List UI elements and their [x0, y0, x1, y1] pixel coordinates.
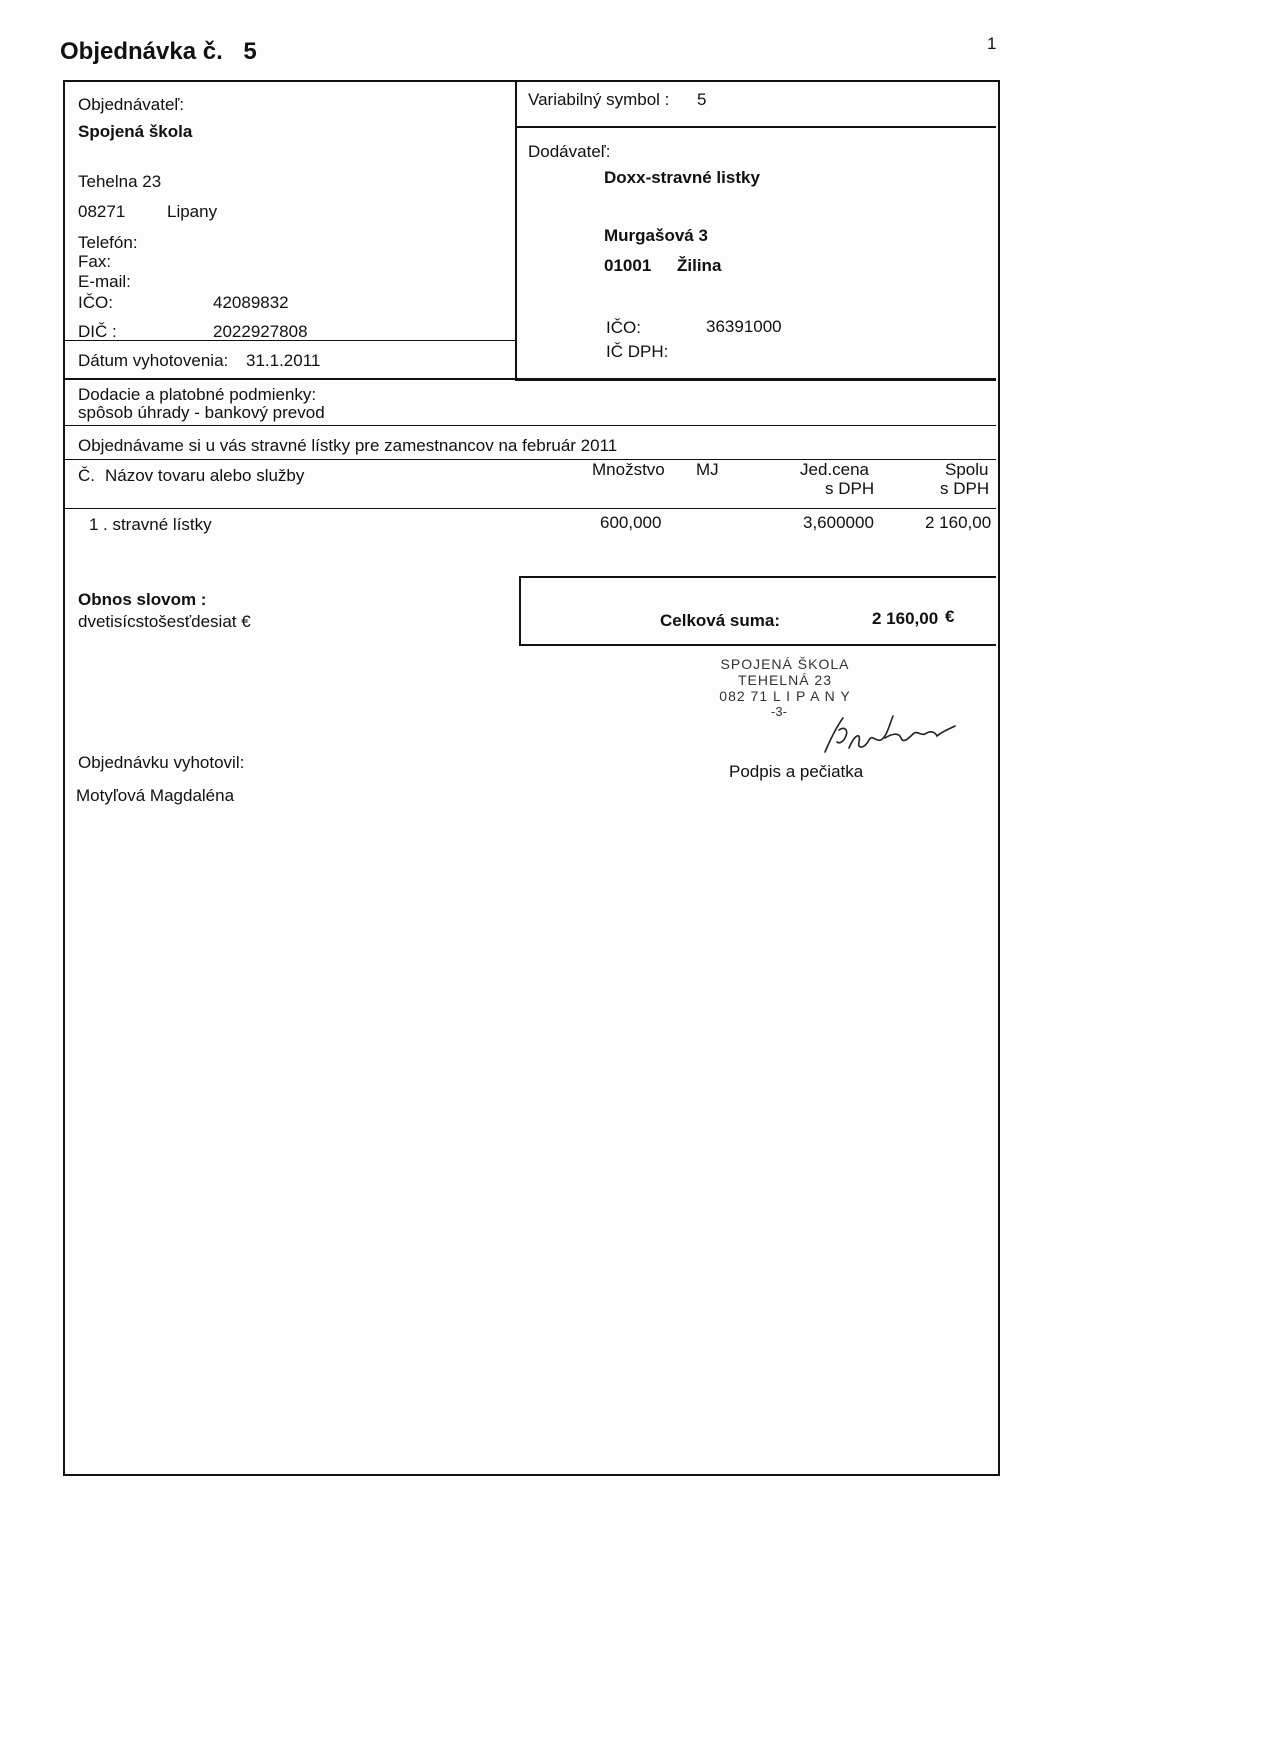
page-number: 1 [987, 34, 997, 53]
stamp-line-1: SPOJENÁ ŠKOLA [720, 656, 850, 672]
row-total: 2 160,00 [925, 513, 992, 532]
col-header-no: Č. [78, 466, 95, 485]
col-header-price-1: Jed.cena [800, 460, 869, 479]
terms-label: Dodacie a platobné podmienky: [78, 385, 317, 404]
prepared-by-name: Motyľová Magdaléna [76, 786, 235, 805]
row-qty: 600,000 [600, 513, 662, 532]
total-label: Celková suma: [660, 611, 780, 630]
terms-rule [64, 425, 996, 426]
stamp-line-4: -3- [771, 704, 787, 719]
row-no: 1 [89, 515, 99, 534]
orderer-fax-label: Fax: [78, 252, 112, 271]
supplier-zip: 01001 [604, 256, 652, 275]
signature-label: Podpis a pečiatka [729, 762, 864, 781]
supplier-icdph-label: IČ DPH: [606, 342, 669, 361]
orderer-zip: 08271 [78, 202, 126, 221]
date-label: Dátum vyhotovenia: [78, 351, 229, 370]
col-header-unit: MJ [696, 460, 719, 479]
prepared-by-label: Objednávku vyhotovil: [78, 753, 245, 772]
supplier-name: Doxx-stravné listky [604, 168, 760, 187]
orderer-city: Lipany [167, 202, 218, 221]
words-label: Obnos slovom : [78, 590, 207, 609]
orderer-label: Objednávateľ: [78, 95, 185, 114]
words-value: dvetisícstošesťdesiat € [78, 612, 251, 631]
col-header-price-2: s DPH [825, 479, 875, 498]
col-header-total-2: s DPH [940, 479, 990, 498]
orderer-street: Tehelna 23 [78, 172, 162, 191]
variable-symbol-value: 5 [697, 90, 707, 109]
supplier-street: Murgašová 3 [604, 226, 708, 245]
order-number: 5 [243, 38, 257, 65]
vs-divider [515, 80, 517, 128]
supplier-label: Dodávateľ: [528, 142, 611, 161]
orderer-phone-label: Telefón: [78, 233, 138, 252]
stamp-line-2: TEHELNÁ 23 [737, 672, 833, 688]
title-text: Objednávka č. [60, 38, 223, 65]
orderer-email-label: E-mail: [78, 272, 131, 291]
row-name: . stravné lístky [103, 515, 212, 534]
col-header-qty: Množstvo [592, 460, 665, 479]
terms-value: spôsob úhrady - bankový prevod [78, 403, 325, 422]
handwritten-signature [815, 708, 965, 760]
order-text: Objednávame si u vás stravné lístky pre zamestnancov na február 2011 [78, 436, 618, 455]
orderer-dic-label: DIČ : [78, 322, 117, 341]
col-header-total-1: Spolu [945, 460, 989, 479]
col-header-name: Názov tovaru alebo služby [105, 466, 305, 485]
orderer-dic: 2022927808 [213, 322, 308, 341]
total-currency: € [945, 607, 955, 626]
row-rule [64, 508, 996, 509]
supplier-ico-label: IČO: [606, 318, 641, 337]
orderer-ico: 42089832 [213, 293, 289, 312]
page-title [60, 38, 257, 66]
total-value: 2 160,00 [872, 609, 939, 628]
supplier-ico: 36391000 [706, 317, 782, 336]
row-price: 3,600000 [803, 513, 874, 532]
date-value: 31.1.2011 [246, 351, 321, 370]
orderer-bottom-rule [64, 378, 516, 380]
supplier-city: Žilina [677, 256, 722, 275]
orderer-name: Spojená škola [78, 122, 193, 141]
stamp-line-3: 082 71 L I P A N Y [719, 688, 851, 704]
orderer-ico-label: IČO: [78, 293, 113, 312]
variable-symbol-label: Variabilný symbol : [528, 90, 670, 109]
supplier-box [515, 126, 996, 381]
